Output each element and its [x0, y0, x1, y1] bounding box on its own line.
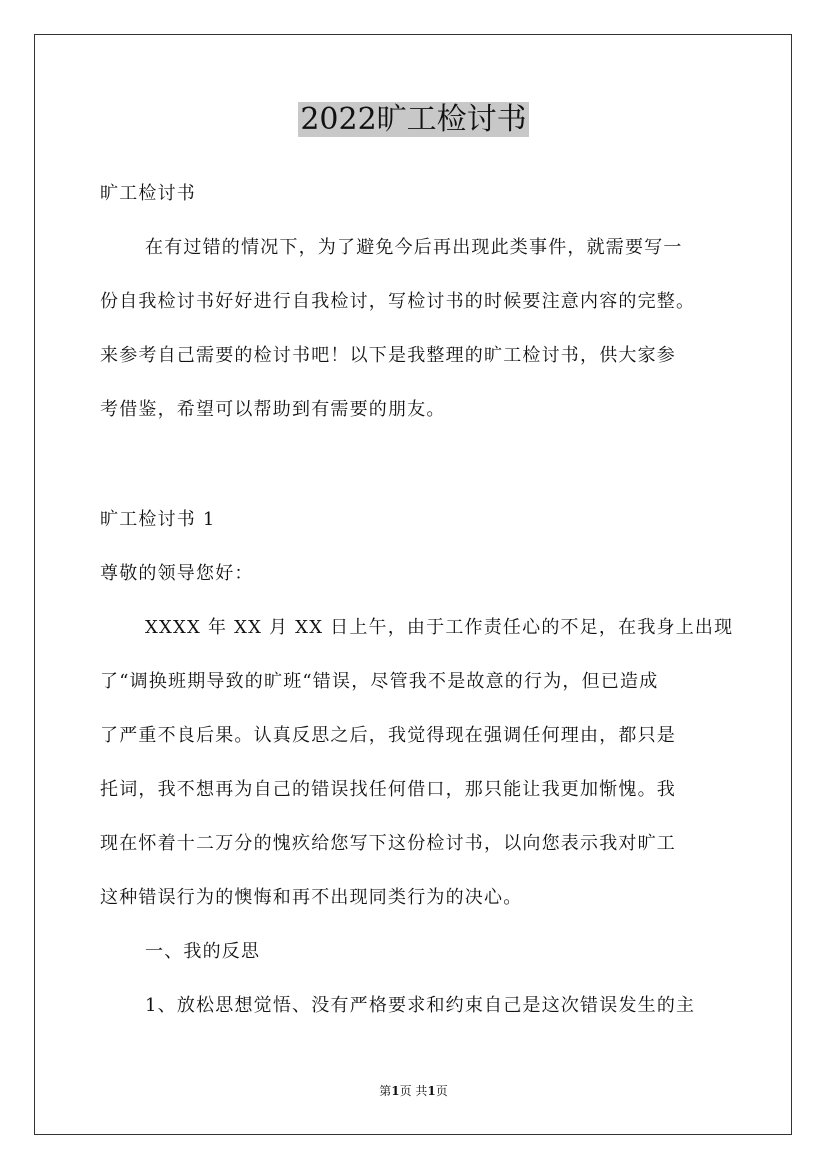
paragraph-line: 托词，我不想再为自己的错误找任何借口，那只能让我更加惭愧。我	[100, 779, 676, 800]
subsection-heading: 一、我的反思	[145, 941, 261, 962]
document-title	[0, 100, 827, 140]
footer-page-total: 1	[427, 1084, 436, 1098]
paragraph-line: 在有过错的情况下，为了避免今后再出现此类事件，就需要写一	[145, 237, 683, 258]
paragraph-line: 了严重不良后果。认真反思之后，我觉得现在强调任何理由，都只是	[100, 725, 676, 746]
document-title-text: 2022旷工检讨书	[300, 102, 527, 137]
paragraph-line: 了“调换班期导致的旷班“错误，尽管我不是故意的行为，但已造成	[100, 671, 659, 692]
paragraph-line: 来参考自己需要的检讨书吧！以下是我整理的旷工检讨书，供大家参	[100, 345, 676, 366]
paragraph-line: 份自我检讨书好好进行自我检讨，写检讨书的时候要注意内容的完整。	[100, 291, 696, 312]
page-footer	[0, 1083, 827, 1099]
paragraph-line: 现在怀着十二万分的愧疚给您写下这份检讨书，以向您表示我对旷工	[100, 833, 676, 854]
footer-mid: 页 共	[399, 1084, 428, 1098]
section-heading: 旷工检讨书 1	[100, 509, 216, 530]
section-heading: 旷工检讨书	[100, 183, 196, 204]
footer-prefix: 第	[379, 1084, 392, 1098]
paragraph-line: 考借鉴，希望可以帮助到有需要的朋友。	[100, 399, 446, 420]
paragraph-line: XXXX 年 XX 月 XX 日上午，由于工作责任心的不足，在我身上出现	[145, 617, 734, 638]
footer-suffix: 页	[435, 1084, 448, 1098]
paragraph-line: 1、放松思想觉悟、没有严格要求和约束自己是这次错误发生的主	[145, 995, 696, 1016]
salutation: 尊敬的领导您好：	[100, 563, 254, 584]
footer-page-current: 1	[391, 1084, 400, 1098]
paragraph-line: 这种错误行为的懊悔和再不出现同类行为的决心。	[100, 887, 523, 908]
